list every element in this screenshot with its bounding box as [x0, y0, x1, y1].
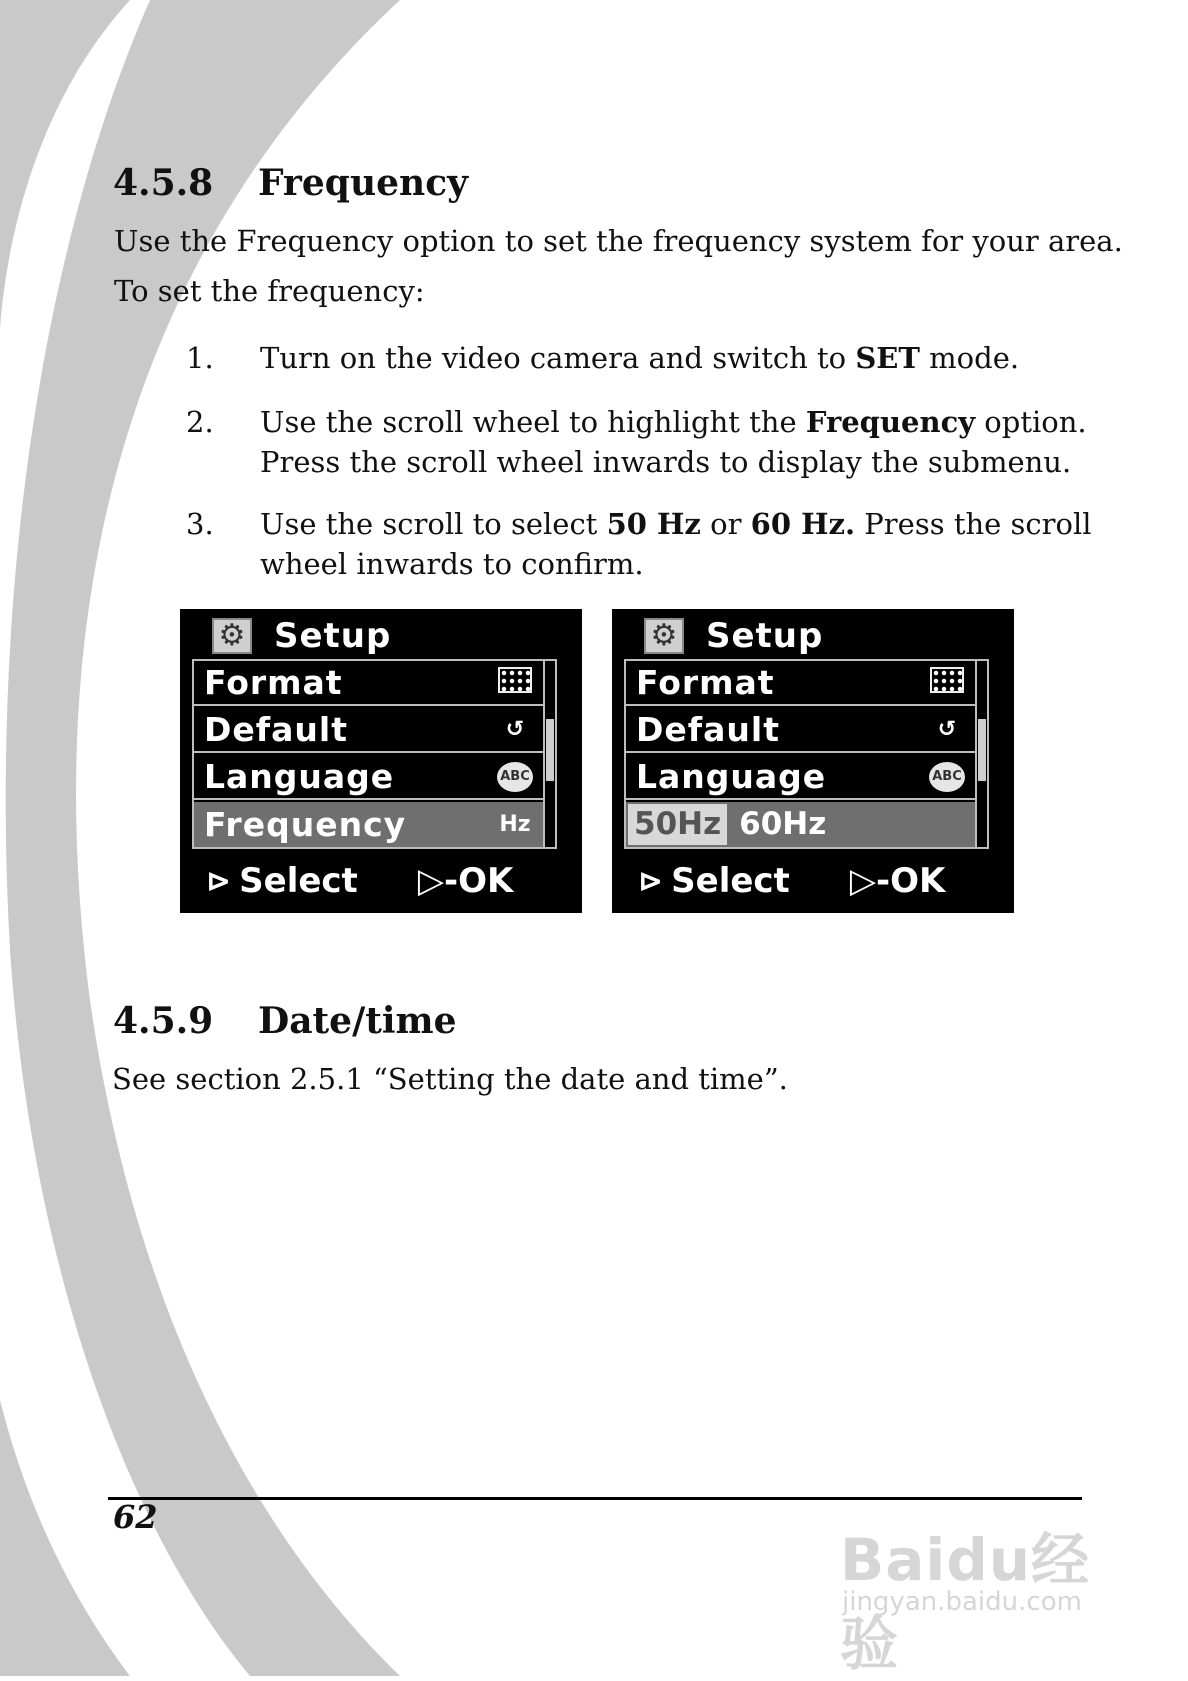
step-text-part: Use the scroll to select	[260, 507, 607, 541]
step-text-part: Press the scroll	[855, 507, 1092, 541]
reset-icon: ↺	[505, 717, 525, 742]
camera-screen-setup-menu	[180, 609, 582, 913]
footer-ok-label: OK	[458, 861, 514, 901]
camera-screen-frequency-submenu	[612, 609, 1014, 913]
step-text-part: option.	[975, 405, 1087, 439]
menu-item-label: Format	[204, 663, 343, 702]
menu-item-label: Default	[204, 710, 348, 749]
section-number: 4.5.8	[113, 162, 214, 204]
footer-select-label: Select	[671, 861, 790, 901]
step-number: 3.	[186, 507, 214, 541]
step-text-part: Use the scroll wheel to highlight the	[260, 405, 806, 439]
option-60hz[interactable]: 60Hz	[739, 806, 827, 842]
menu-item-default[interactable]	[626, 708, 975, 753]
watermark-logo-text: Baidu经验	[840, 1526, 1091, 1678]
setup-menu	[624, 659, 989, 849]
press-icon: ▷-	[849, 861, 891, 901]
menu-item-language[interactable]	[626, 755, 975, 800]
menu-item-label: Frequency	[204, 805, 407, 844]
section-title: Frequency	[258, 162, 469, 204]
section-heading-4-5-9	[113, 1000, 457, 1042]
step-bold: SET	[855, 341, 920, 375]
footer-ok-hint	[418, 861, 514, 901]
step-text-part: or	[700, 507, 751, 541]
screen-footer	[206, 859, 566, 903]
lead-paragraph: To set the frequency:	[114, 274, 425, 308]
scrollbar-thumb[interactable]	[546, 719, 554, 781]
menu-item-label: Format	[636, 663, 775, 702]
footer-ok-label: OK	[890, 861, 946, 901]
menu-scrollbar[interactable]	[975, 661, 985, 847]
baidu-watermark	[840, 1505, 1130, 1678]
step-bold: Frequency	[805, 405, 976, 439]
abc-bubble-icon: ABC	[929, 761, 965, 792]
menu-item-format[interactable]	[626, 661, 975, 706]
screen-title: Setup	[274, 616, 392, 656]
footer-ok-hint	[850, 861, 946, 901]
step-text	[260, 504, 1120, 584]
menu-item-label: Language	[204, 757, 395, 796]
scrollbar-thumb[interactable]	[978, 719, 986, 781]
section-title: Date/time	[258, 1000, 457, 1042]
section-number: 4.5.9	[113, 1000, 214, 1042]
step-text-part: Turn on the video camera and switch to	[260, 341, 856, 375]
menu-item-default[interactable]	[194, 708, 543, 753]
format-grid-icon	[497, 667, 533, 699]
frequency-options-row	[626, 802, 975, 847]
menu-scrollbar[interactable]	[543, 661, 553, 847]
menu-item-format[interactable]	[194, 661, 543, 706]
step-number: 1.	[186, 341, 214, 375]
gear-icon: ⚙	[644, 618, 684, 654]
section-heading-4-5-8	[113, 162, 468, 204]
step-text-line: wheel inwards to confirm.	[260, 547, 644, 581]
setup-menu	[192, 659, 557, 849]
menu-item-frequency[interactable]	[194, 802, 543, 847]
step-bold: 50 Hz	[606, 507, 701, 541]
step-bold: 60 Hz.	[750, 507, 856, 541]
screen-title: Setup	[706, 616, 824, 656]
screen-title-bar	[212, 615, 391, 657]
hz-icon: Hz	[499, 812, 531, 837]
screen-title-bar	[644, 615, 823, 657]
option-50hz[interactable]: 50Hz	[628, 804, 727, 845]
footer-divider	[108, 1497, 1082, 1500]
scroll-wheel-icon: ⊳	[206, 863, 232, 899]
menu-item-label: Default	[636, 710, 780, 749]
intro-paragraph: Use the Frequency option to set the frequency system for your area.	[114, 224, 1123, 258]
menu-item-label: Language	[636, 757, 827, 796]
page-number: 62	[113, 1498, 158, 1536]
step-text-line: Press the scroll wheel inwards to display the submenu.	[260, 445, 1072, 479]
step-text	[260, 338, 1120, 378]
step-text-part: mode.	[919, 341, 1020, 375]
footer-select-label: Select	[239, 861, 358, 901]
menu-item-language[interactable]	[194, 755, 543, 800]
reset-icon: ↺	[937, 717, 957, 742]
datetime-paragraph: See section 2.5.1 “Setting the date and time”.	[112, 1062, 788, 1096]
press-icon: ▷-	[417, 861, 459, 901]
step-text	[260, 402, 1120, 482]
watermark-url: jingyan.baidu.com	[842, 1587, 1082, 1617]
step-number: 2.	[186, 405, 214, 439]
abc-bubble-icon: ABC	[497, 761, 533, 792]
screen-footer	[638, 859, 998, 903]
format-grid-icon	[929, 667, 965, 699]
gear-icon: ⚙	[212, 618, 252, 654]
scroll-wheel-icon: ⊳	[638, 863, 664, 899]
